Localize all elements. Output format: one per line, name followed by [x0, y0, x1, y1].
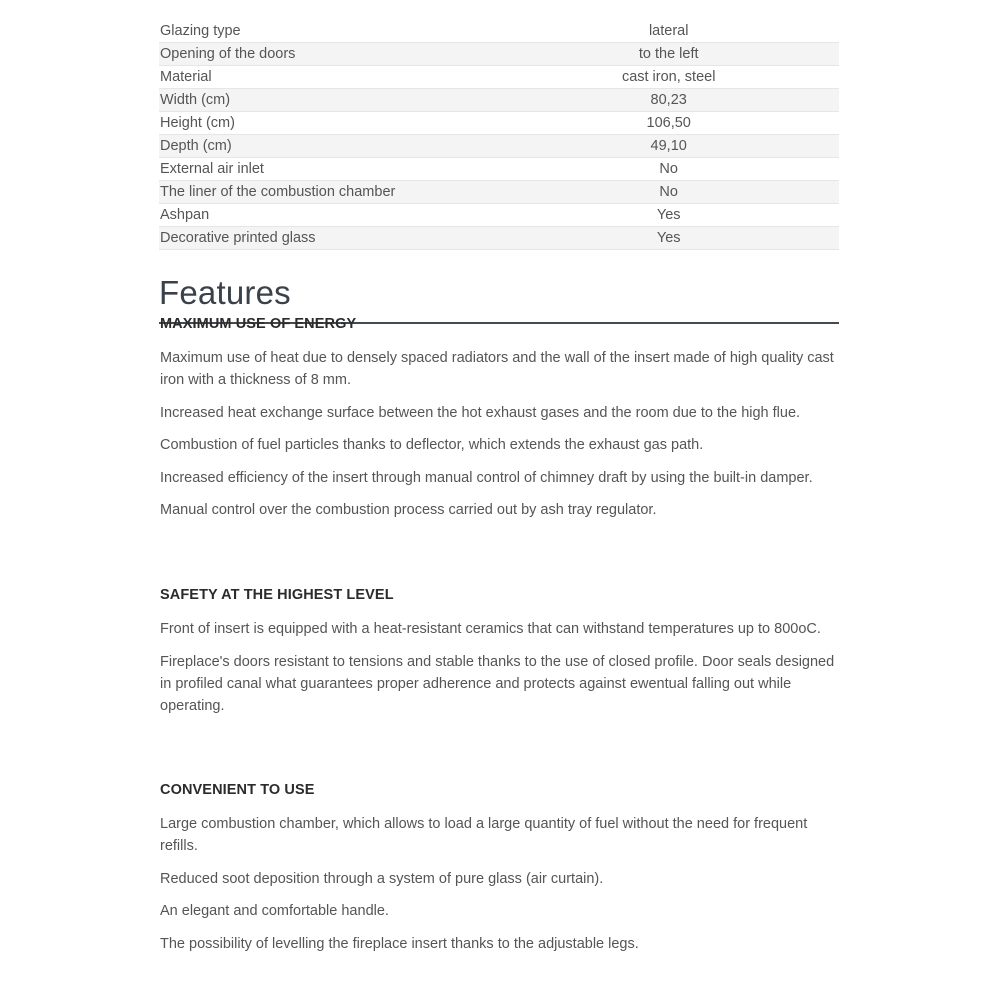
spec-value: Yes: [579, 204, 759, 227]
spec-row: [159, 112, 839, 135]
spec-value: No: [579, 158, 759, 181]
spec-spacer: [758, 66, 839, 89]
spec-row: [159, 227, 839, 250]
spec-label: Ashpan: [159, 204, 579, 227]
spec-spacer: [758, 112, 839, 135]
spec-value: lateral: [579, 20, 759, 43]
section-heading: CONVENIENT TO USE: [160, 782, 315, 798]
feature-paragraph: The possibility of levelling the fireplace insert thanks to the adjustable legs.: [160, 935, 639, 952]
spec-label: Depth (cm): [159, 135, 579, 158]
feature-section-safety: [160, 586, 840, 717]
product-page: [159, 20, 839, 324]
feature-section-energy: [160, 315, 840, 521]
feature-paragraph: Increased efficiency of the insert through manual control of chimney draft by using the built-in damper.: [160, 469, 813, 486]
spec-label: Decorative printed glass: [159, 227, 579, 250]
feature-paragraph: Front of insert is equipped with a heat-resistant ceramics that can withstand temperatures up to 800oC.: [160, 621, 821, 637]
spec-spacer: [758, 158, 839, 181]
spec-spacer: [758, 89, 839, 112]
spec-spacer: [758, 204, 839, 227]
spec-row: [159, 158, 839, 181]
spec-spacer: [758, 135, 839, 158]
feature-paragraph: Manual control over the combustion process carried out by ash tray regulator.: [160, 502, 657, 518]
spec-label: Material: [159, 66, 579, 89]
feature-paragraph: Fireplace's doors resistant to tensions and stable thanks to the use of closed profile. Door seals designed in profiled canal what guarantees proper adherence and protects against ewentual falling out while operating.: [160, 653, 835, 714]
feature-paragraph: Large combustion chamber, which allows to load a large quantity of fuel without the need for frequent refills.: [160, 816, 808, 854]
spec-label: Opening of the doors: [159, 43, 579, 66]
spec-row: [159, 181, 839, 204]
feature-paragraph: An elegant and comfortable handle.: [160, 903, 389, 919]
spec-row: [159, 89, 839, 112]
spec-value: 106,50: [579, 112, 759, 135]
spec-label: Width (cm): [159, 89, 579, 112]
feature-paragraph: Combustion of fuel particles thanks to deflector, which extends the exhaust gas path.: [160, 437, 704, 453]
spec-label: External air inlet: [159, 158, 579, 181]
features-title: Features: [159, 274, 291, 312]
spec-spacer: [758, 181, 839, 204]
spec-spacer: [758, 43, 839, 66]
spec-value: No: [579, 181, 759, 204]
spec-value: cast iron, steel: [579, 66, 759, 89]
feature-paragraph: Maximum use of heat due to densely spaced radiators and the wall of the insert made of high quality cast iron with a thickness of 8 mm.: [160, 350, 834, 388]
feature-paragraph: Increased heat exchange surface between the hot exhaust gases and the room due to the high flue.: [160, 404, 801, 421]
spec-row: [159, 20, 839, 43]
section-heading: MAXIMUM USE OF ENERGY: [160, 316, 357, 332]
specification-table: [159, 20, 839, 250]
spec-row: [159, 43, 839, 66]
spec-value: Yes: [579, 227, 759, 250]
spec-row: [159, 135, 839, 158]
spec-label: Height (cm): [159, 112, 579, 135]
spec-row: [159, 66, 839, 89]
spec-value: 49,10: [579, 135, 759, 158]
spec-value: to the left: [579, 43, 759, 66]
feature-paragraph: Reduced soot deposition through a system of pure glass (air curtain).: [160, 870, 604, 887]
spec-label: The liner of the combustion chamber: [159, 181, 579, 204]
spec-spacer: [758, 227, 839, 250]
spec-value: 80,23: [579, 89, 759, 112]
spec-label: Glazing type: [159, 20, 579, 43]
spec-row: [159, 204, 839, 227]
spec-spacer: [758, 20, 839, 43]
section-heading: SAFETY AT THE HIGHEST LEVEL: [160, 587, 394, 603]
feature-section-convenience: [160, 781, 840, 955]
